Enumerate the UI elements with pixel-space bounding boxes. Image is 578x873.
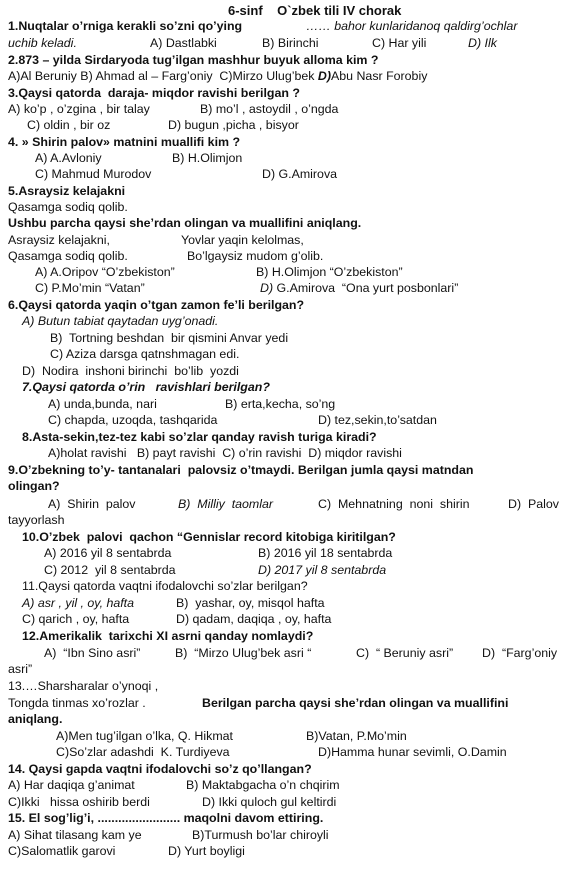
q2-question: 2.873 – yilda Sirdaryoda tug’ilgan mashhur buyuk alloma kim ? [8,53,379,67]
q2-options-abc: A)Al Beruniy B) Ahmad al – Farg’oniy C)Mirzo Ulug’bek [8,69,315,83]
q14-option-c: C)Ikki hissa oshirib berdi [8,795,150,809]
q9-question-line2: olingan? [8,479,60,493]
q8-question: 8.Asta-sekin,tez-tez kabi so’zlar qanday ravish turiga kiradi? [22,430,377,444]
q4-option-b: B) H.Olimjon [172,151,243,165]
q13-line1-text: 13.…Sharsharalar o’ynoqi , [8,679,159,693]
q4-option-d: D) G.Amirova [262,167,338,181]
q6-option-c: C) Aziza darsga qatnshmagan edi. [50,347,240,361]
q13-option-a: A)Men tug’ilgan o’lka, Q. Hikmat [56,729,233,743]
q13-line2: Tongda tinmas xo’rozlar . [8,696,146,710]
q1-option-b: B) Birinchi [262,36,319,50]
q5-number-line1-text: 5.Asraysiz kelajakni [8,184,126,198]
q13-option-d: D)Hamma hunar sevimli, O.Damin [318,745,507,759]
q14-question: 14. Qaysi gapda vaqtni ifodalovchi so’z qo’llangan? [8,762,312,776]
q9-option-b: B) Milliy taomlar [178,497,274,511]
q3-option-d: D) bugun ,picha , bisyor [168,118,299,132]
q7-option-a: A) unda,bunda, nari [48,397,157,411]
q7-option-d: D) tez,sekin,to’satdan [318,413,437,427]
q6-option-d: D) Nodira inshoni birinchi bo’lib yozdi [22,364,239,378]
q5-option-c: C) P.Mo’min “Vatan” [35,281,145,295]
q3-option-b: B) mo’l , astoydil , o’ngda [200,102,339,116]
q12-option-a: A) “Ibn Sino asri” [44,646,141,660]
q1-option-d [468,36,497,51]
q15-question: 15. El sog’lig’i, ........................ maqolni davom ettiring. [8,811,324,825]
q4-option-a: A) A.Avloniy [35,151,102,165]
page-title: 6-sinf O`zbek tili IV chorak [228,3,402,18]
q10-question: 10.O’zbek palovi qachon “Gennislar record kitobiga kiritilgan? [22,530,396,544]
q12-option-c: C) “ Beruniy asri” [356,646,454,660]
q5-verse-1b: Yovlar yaqin kelolmas, [181,233,304,247]
q1-text-line2: uchib keladi. [8,36,77,50]
q5-option-d-text: G.Amirova “Ona yurt posbonlari” [273,281,459,295]
q13-option-c: C)So’zlar adashdi K. Turdiyeva [56,745,230,759]
q12-option-d-continued: asri” [8,662,33,676]
q9-option-d-continued: tayyorlash [8,513,65,527]
q15-option-a: A) Sihat tilasang kam ye [8,828,142,842]
q5-option-b: B) H.Olimjon “O’zbekiston” [256,265,403,279]
q3-option-c: C) oldin , bir oz [27,118,111,132]
q7-option-b: B) erta,kecha, so’ng [225,397,336,411]
q13-line1 [8,679,158,694]
q12-question: 12.Amerikalik tarixchi XI asrni qanday nomlaydi? [22,629,314,643]
q14-option-d: D) Ikki quloch gul keltirdi [202,795,337,809]
q5-verse-2b: Bo’lgaysiz mudom g’olib. [187,249,324,263]
q5-number-line1 [8,184,125,199]
q3-question: 3.Qaysi qatorda daraja- miqdor ravishi berilgan ? [8,86,300,100]
q4-question: 4. » Shirin palov» matnini muallifi kim ? [8,135,241,149]
q13-question-line2: aniqlang. [8,712,63,726]
q15-option-d: D) Yurt boyligi [168,844,245,858]
q2-options [8,69,427,84]
q3-option-a: A) ko’p , o’zgina , bir talay [8,102,150,116]
q5-option-d-label: D) [260,281,274,295]
q5-option-d [260,281,458,296]
q9-option-c: C) Mehnatning noni shirin [318,497,470,511]
q7-option-c: C) chapda, uzoqda, tashqarida [48,413,218,427]
q15-option-c: C)Salomatlik garovi [8,844,116,858]
q14-option-a: A) Har daqiqa g’animat [8,778,135,792]
q8-options: A)holat ravishi B) payt ravishi C) o’rin ravishi D) miqdor ravishi [48,446,402,460]
q10-option-a: A) 2016 yil 8 sentabrda [44,546,172,560]
q9-option-a: A) Shirin palov [48,497,136,511]
q13-option-b: B)Vatan, P.Mo’min [306,729,407,743]
q15-option-b: B)Turmush bo’lar chiroyli [192,828,329,842]
q11-option-a-text: A) asr , yil , oy, hafta [22,596,135,610]
q10-option-b: B) 2016 yil 18 sentabrda [258,546,393,560]
q6-option-a: A) Butun tabiat qaytadan uyg’onadi. [22,314,219,328]
q5-verse-1a: Asraysiz kelajakni, [8,233,110,247]
q12-option-b: B) “Mirzo Ulug’bek asri “ [175,646,312,660]
q1-option-d-text: D) Ilk [468,36,497,50]
q1-option-a: A) Dastlabki [150,36,217,50]
q9-option-d: D) Palov [508,497,559,511]
q4-option-c: C) Mahmud Murodov [35,167,152,181]
q11-option-b: B) yashar, oy, misqol hafta [176,596,325,610]
q5-verse-2a: Qasamga sodiq qolib. [8,249,128,263]
q1-text-tail: …… bahor kunlaridanoq qaldirg’ochlar [306,19,518,33]
q10-option-c: C) 2012 yil 8 sentabrda [44,563,176,577]
q6-question: 6.Qaysi qatorda yaqin o’tgan zamon fe’li berilgan? [8,298,305,312]
q11-option-d: D) qadam, daqiqa , oy, hafta [176,612,332,626]
q9-question: 9.O’zbekning to’y- tantanalari palovsiz o’tmaydi. Berilgan jumla qaysi matndan [8,463,474,477]
q7-question: 7.Qaysi qatorda o’rin ravishlari berilgan? [22,380,270,394]
q11-option-c: C) qarich , oy, hafta [22,612,130,626]
q6-option-b: B) Tortning beshdan bir qismini Anvar yedi [50,331,289,345]
q2-option-d-label: D) [317,69,331,83]
q10-option-d: D) 2017 yil 8 sentabrda [258,563,387,577]
q12-option-d: D) “Farg’oniy [482,646,558,660]
q1-question: 1.Nuqtalar o’rniga kerakli so’zni qo’ying [8,19,243,33]
q14-option-b: B) Maktabgacha o’n chqirim [186,778,340,792]
q11-question: 11.Qaysi qatorda vaqtni ifodalovchi so’zlar berilgan? [22,579,308,593]
q5-question: Ushbu parcha qaysi she’rdan olingan va muallifini aniqlang. [8,216,362,230]
q2-option-d-text: Abu Nasr Forobiy [330,69,428,83]
q1-option-c: C) Har yili [372,36,427,50]
q11-option-a [22,596,134,611]
q5-line2: Qasamga sodiq qolib. [8,200,128,214]
q13-question: Berilgan parcha qaysi she’rdan olingan va muallifini [202,696,509,710]
q5-option-a: A) A.Oripov “O’zbekiston” [35,265,175,279]
